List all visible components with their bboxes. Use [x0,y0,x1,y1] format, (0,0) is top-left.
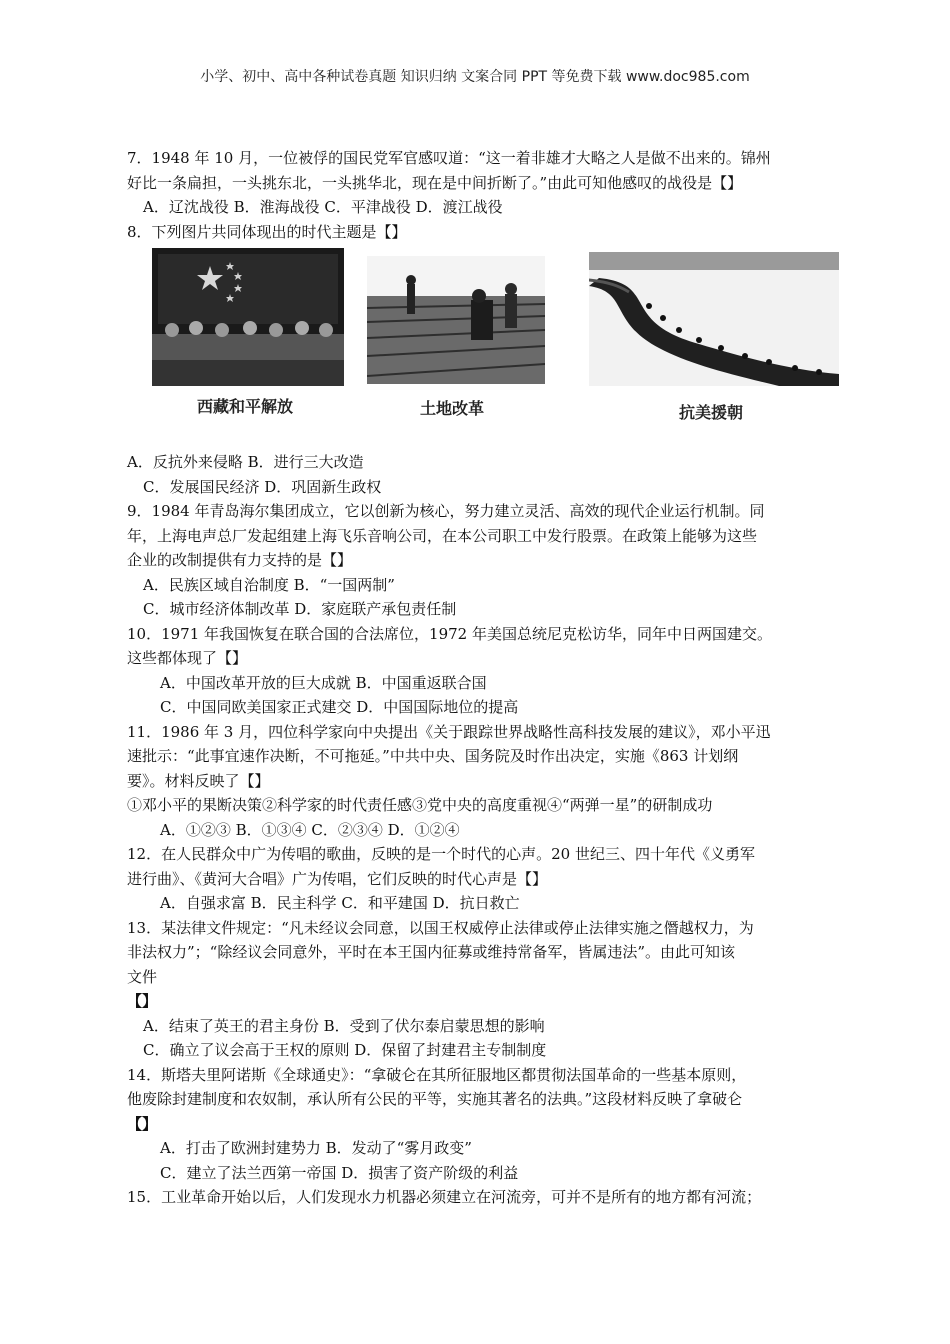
q8-options-2: C．发展国民经济 D．巩固新生政权 [143,477,382,496]
q9-options-2: C．城市经济体制改革 D．家庭联产承包责任制 [143,600,457,618]
q14-line2: 他废除封建制度和农奴制，承认所有公民的平等，实施其著名的法典。”这段材料反映了拿破仑 [127,1090,743,1108]
q9-line2: 年，上海电声总厂发起组建上海飞乐音响公司，在本公司职工中发行股票。在政策上能够为这些 [127,526,758,545]
caption-korea: 抗美援朝 [679,403,744,422]
q7-line1: 7．1948 年 10 月，一位被俘的国民党军官感叹道：“这一着非雄才大略之人是做不出来的。锦州 [127,149,771,167]
q11-options: A．①②③ B．①③④ C．②③④ D．①②④ [160,820,460,839]
q15-line1: 15．工业革命开始以后，人们发现水力机器必须建立在河流旁，可并不是所有的地方都有河流； [127,1188,762,1206]
q9-options-1: A．民族区域自治制度 B．“一国两制” [143,575,395,594]
q13-line1: 13．某法律文件规定：“凡未经议会同意，以国王权威停止法律或停止法律实施之僭越权力，为 [127,918,754,937]
q13-line2: 非法权力”；“除经议会同意外，平时在本王国内征募或维持常备军，皆属违法”。由此可知该 [127,943,736,961]
q8-stem: 8．下列图片共同体现出的时代主题是【】 [127,222,407,241]
caption-land-reform: 土地改革 [420,399,485,418]
q14-line1: 14．斯塔夫里阿诺斯《全球通史》：“拿破仑在其所征服地区都贯彻法国革命的一些基本原则， [127,1065,747,1084]
caption-tibet: 西藏和平解放 [197,397,294,416]
q13-line3: 文件 [127,967,158,986]
q14-options-2: C．建立了法兰西第一帝国 D．损害了资产阶级的利益 [160,1163,519,1182]
q8-options-1: A．反抗外来侵略 B．进行三大改造 [127,453,364,471]
q10-options-1: A．中国改革开放的巨大成就 B．中国重返联合国 [160,673,487,692]
photo-tibet-liberation [152,248,344,386]
page-header: 小学、初中、高中各种试卷真题 知识归纳 文案合同 PPT 等免费下载 www.doc985.com [200,69,750,85]
q11-line2: 速批示：“此事宜速作决断，不可拖延。”中共中央、国务院及时作出决定，实施《863 计划纲 [127,747,739,765]
q7-options: A．辽沈战役 B．淮海战役 C．平津战役 D．渡江战役 [143,198,503,216]
question-content [127,146,839,1210]
q11-line3: 要》。材料反映了【】 [127,771,270,790]
q13-answer-bracket: 【】 [127,992,158,1010]
q11-line4: ①邓小平的果断决策②科学家的时代责任感③党中央的高度重视④“两弹一星”的研制成功 [127,796,713,814]
q8-figures [127,248,839,444]
q10-line1: 10．1971 年我国恢复在联合国的合法席位，1972 年美国总统尼克松访华，同年中日两国建交。 [127,624,772,643]
q10-options-2: C．中国同欧美国家正式建交 D．中国国际地位的提高 [160,698,519,716]
q9-line1: 9．1984 年青岛海尔集团成立，它以创新为核心，努力建立灵活、高效的现代企业运行机制。同 [127,502,765,520]
q12-options: A．自强求富 B．民主科学 C．和平建国 D．抗日救亡 [160,894,520,912]
photo-resist-us-aid-korea [589,252,839,386]
photo-land-reform [367,256,545,384]
q13-options-2: C．确立了议会高于王权的原则 D．保留了封建君主专制制度 [143,1041,547,1059]
q12-line2: 进行曲》、《黄河大合唱》广为传唱，它们反映的时代心声是【】 [127,869,548,888]
q9-line3: 企业的改制提供有力支持的是【】 [127,551,353,569]
q13-options-1: A．结束了英王的君主身份 B．受到了伏尔泰启蒙思想的影响 [143,1016,545,1035]
q14-options-1: A．打击了欧洲封建势力 B．发动了“雾月政变” [160,1139,472,1157]
q7-line2: 好比一条扁担，一头挑东北，一头挑华北，现在是中间折断了。”由此可知他感叹的战役是【】 [127,173,743,192]
q14-answer-bracket: 【】 [127,1114,158,1133]
q12-line1: 12．在人民群众中广为传唱的歌曲，反映的是一个时代的心声。20 世纪三、四十年代《义勇军 [127,845,755,863]
q10-line2: 这些都体现了【】 [127,649,248,667]
q11-line1: 11．1986 年 3 月，四位科学家向中央提出《关于跟踪世界战略性高科技发展的建议》，邓小平迅 [127,722,771,741]
